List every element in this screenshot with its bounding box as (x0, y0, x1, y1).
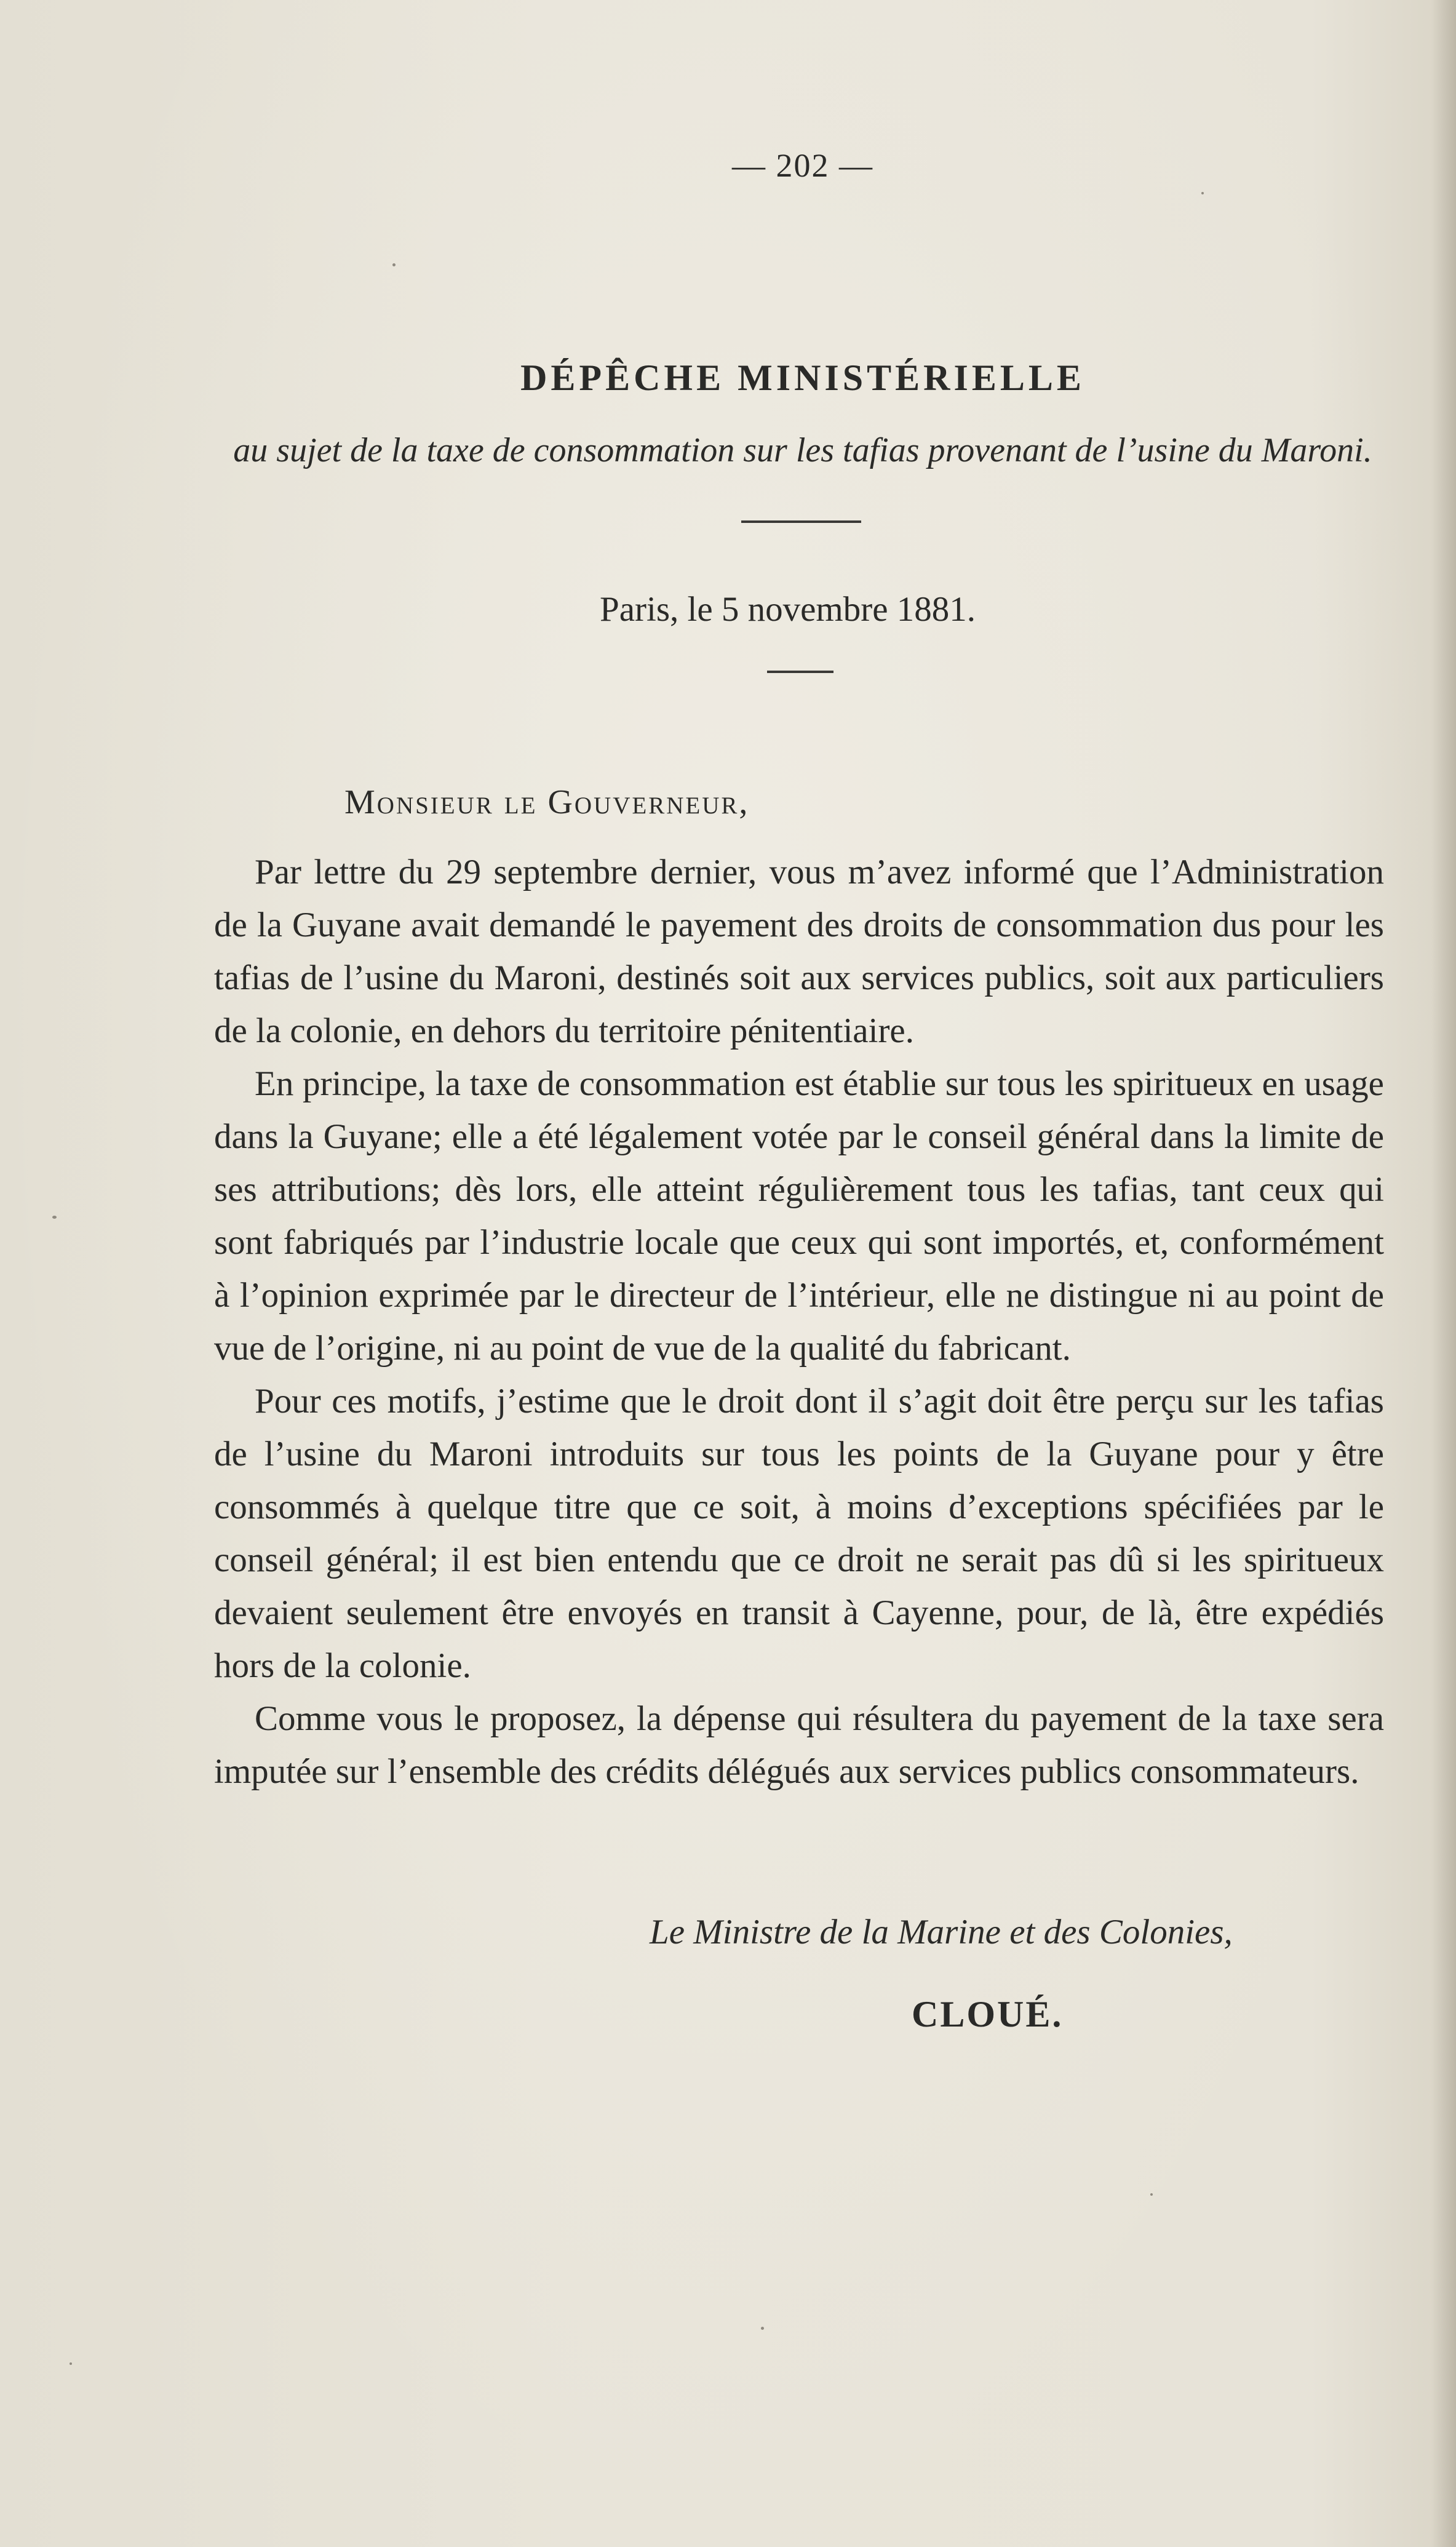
signature-name: CLOUÉ. (912, 1994, 1064, 2035)
paper-speck (70, 2362, 72, 2365)
title-divider (741, 520, 861, 523)
paper-speck (52, 1216, 57, 1219)
document-title: DÉPÊCHE MINISTÉRIELLE (520, 357, 1085, 398)
page-number: — 202 — (732, 147, 873, 184)
letter-body (214, 846, 1384, 1798)
document-subtitle: au sujet de la taxe de consommation sur les tafias provenant de l’usine du Maroni. (233, 431, 1372, 469)
body-paragraph: Comme vous le proposez, la dépense qui résultera du payement de la taxe sera imputée sur l’ensemble des crédits délégués aux services publics consommateurs. (214, 1699, 1384, 1791)
paper-speck (392, 263, 396, 266)
salutation: Monsieur le Gouverneur, (344, 783, 750, 821)
signature-role: Le Ministre de la Marine et des Colonies, (650, 1913, 1233, 1951)
body-paragraph: Par lettre du 29 septembre dernier, vous m’avez informé que l’Administration de la Guyane avait demandé le payement des droits de consommation dus pour les tafias de l’usine du Maroni, destinés soit aux services publics, soit aux particuliers de la colonie, en dehors du territoire pénitentiaire. (214, 853, 1384, 1050)
body-paragraph: Pour ces motifs, j’estime que le droit dont il s’agit doit être perçu sur les tafias de l’usine du Maroni introduits sur tous les points de la Guyane pour y être consommés à quelque titre que ce soit, à moins d’exceptions spécifiées par le conseil général; il est bien entendu que ce droit ne serait pas dû si les spiritueux devaient seulement être envoyés en transit à Cayenne, pour, de là, être expédiés hors de la colonie. (214, 1382, 1384, 1685)
paper-speck (1150, 2193, 1153, 2196)
body-paragraph: En principe, la taxe de consommation est établie sur tous les spiritueux en usage dans la Guyane; elle a été légalement votée par le conseil général dans la limite de ses attributions; dès lors, elle atteint régulièrement tous les tafias, tant ceux qui sont fabriqués par l’industrie locale que ceux qui sont importés, et, conformément à l’opinion exprimée par le directeur de l’intérieur, elle ne distingue ni au point de vue de l’origine, ni au point de vue de la qualité du fabricant. (214, 1064, 1384, 1368)
paper-speck (1201, 192, 1204, 194)
dateline-divider (767, 671, 833, 673)
dateline: Paris, le 5 novembre 1881. (600, 590, 976, 629)
paper-speck (761, 2327, 764, 2330)
